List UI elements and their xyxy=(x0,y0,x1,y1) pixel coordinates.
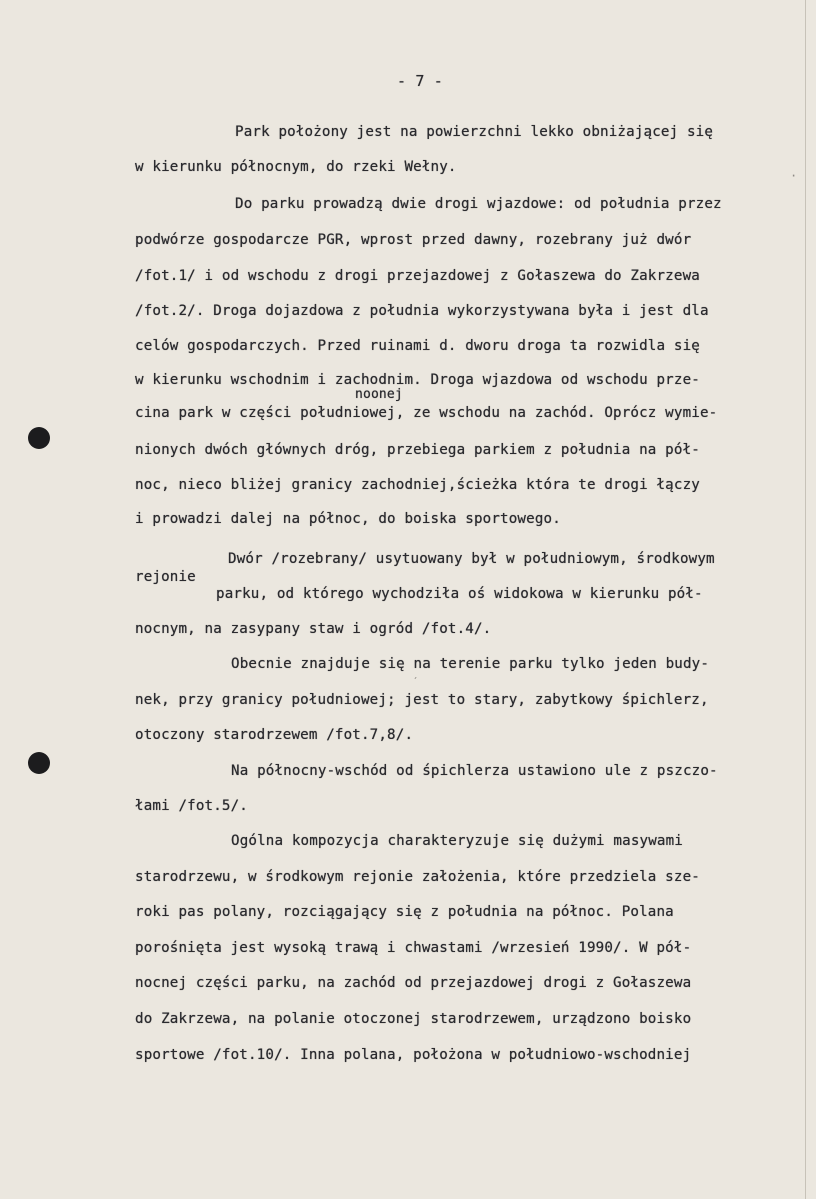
text-line: nionych dwóch głównych dróg, przebiega parkiem z południa na pół- xyxy=(135,442,700,458)
text-line: noc, nieco bliżej granicy zachodniej,ścieżka która te drogi łączy xyxy=(135,477,700,493)
text-line: /fot.1/ i od wschodu z drogi przejazdowej z Gołaszewa do Zakrzewa xyxy=(135,268,700,284)
text-line: celów gospodarczych. Przed ruinami d. dworu droga ta rozwidla się xyxy=(135,338,700,354)
text-line: łami /fot.5/. xyxy=(135,798,248,814)
page-number: - 7 - xyxy=(397,72,443,90)
text-line: Na północny-wschód od śpichlerza ustawiono ule z pszczo- xyxy=(231,763,718,779)
scan-speck: · xyxy=(790,169,798,183)
text-line: starodrzewu, w środkowym rejonie założenia, które przedziela sze- xyxy=(135,869,700,885)
text-line: Obecnie znajduje się na terenie parku tylko jeden budy- xyxy=(231,656,710,672)
scan-speck: ˊ xyxy=(412,675,420,689)
text-line: Ogólna kompozycja charakteryzuje się dużymi masywami xyxy=(231,833,683,849)
text-line: nocnej części parku, na zachód od przejazdowej drogi z Gołaszewa xyxy=(135,975,692,991)
text-line: /fot.2/. Droga dojazdowa z południa wykorzystywana była i jest dla xyxy=(135,303,709,319)
text-line: nocnym, na zasypany staw i ogród /fot.4/. xyxy=(135,621,492,637)
text-line: i prowadzi dalej na północ, do boiska sportowego. xyxy=(135,511,561,527)
text-line: parku, od którego wychodziła oś widokowa w kierunku pół- xyxy=(216,586,703,602)
text-line: otoczony starodrzewem /fot.7,8/. xyxy=(135,727,414,743)
text-line: cina park w części południowej, ze wschodu na zachód. Oprócz wymie- xyxy=(135,405,718,421)
text-line: roki pas polany, rozciągający się z południa na północ. Polana xyxy=(135,904,674,920)
punch-hole xyxy=(28,427,50,449)
text-line: w kierunku północnym, do rzeki Wełny. xyxy=(135,159,457,175)
text-line: podwórze gospodarcze PGR, wprost przed dawny, rozebrany już dwór xyxy=(135,232,692,248)
text-line: w kierunku wschodnim i zachodnim. Droga wjazdowa od wschodu prze- xyxy=(135,372,700,388)
text-line: Dwór /rozebrany/ usytuowany był w południowym, środkowym xyxy=(228,551,715,567)
text-line: sportowe /fot.10/. Inna polana, położona w południowo-wschodniej xyxy=(135,1047,692,1063)
text-line: nek, przy granicy południowej; jest to stary, zabytkowy śpichlerz, xyxy=(135,692,709,708)
punch-hole xyxy=(28,752,50,774)
text-line: Do parku prowadzą dwie drogi wjazdowe: od południa przez xyxy=(235,196,722,212)
text-line: porośnięta jest wysoką trawą i chwastami /wrzesień 1990/. W pół- xyxy=(135,940,692,956)
inserted-word: rejonie xyxy=(135,569,196,585)
text-line: Park położony jest na powierzchni lekko obniżającej się xyxy=(235,124,714,140)
text-line: do Zakrzewa, na polanie otoczonej starodrzewem, urządzono boisko xyxy=(135,1011,692,1027)
inserted-word: noonej xyxy=(355,387,403,402)
